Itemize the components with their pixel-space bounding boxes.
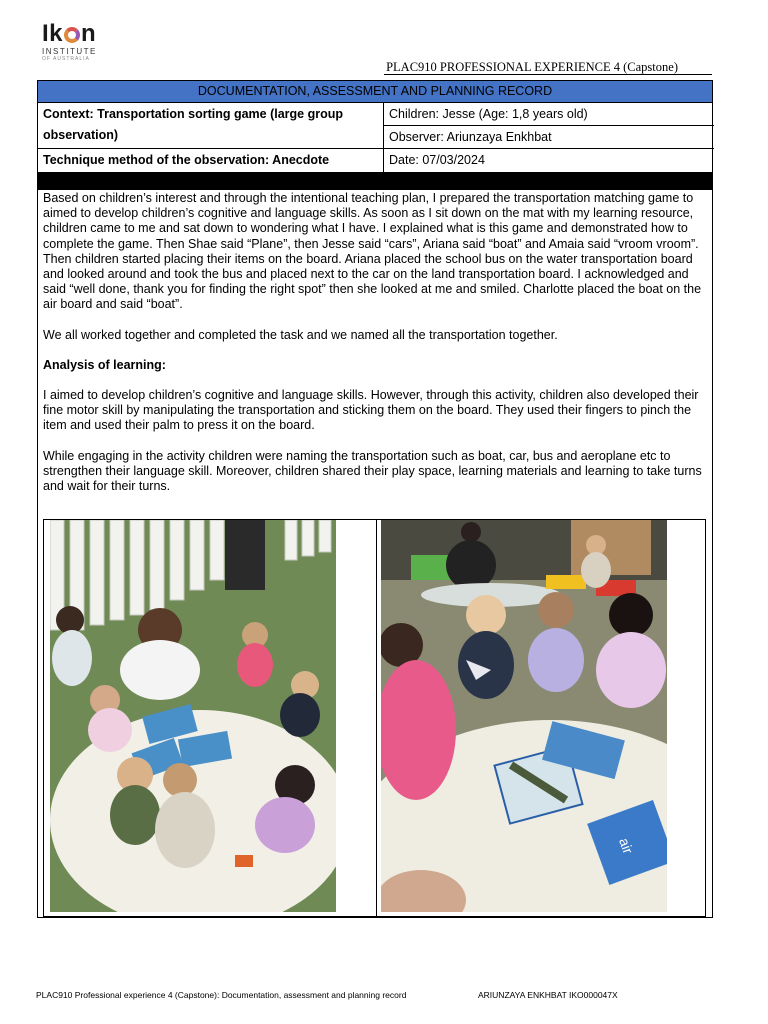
summary-paragraph: We all worked together and completed the task and we named all the transportation together. [43, 327, 558, 342]
institute-logo [42, 22, 122, 66]
photo-1-illustration [50, 520, 336, 912]
course-title: PLAC910 PROFESSIONAL EXPERIENCE 4 (Capstone) [386, 60, 678, 74]
technique-cell: Technique method of the observation: Anecdote [38, 149, 384, 172]
analysis-paragraph-2: While engaging in the activity children were naming the transportation such as boat, car, bus and aeroplane etc to strengthen their language skill. Moreover, children shared their play space, learning materials and learning to take turns and wait for their turns. [43, 448, 702, 494]
section-divider-bar [38, 172, 712, 190]
header-rule [384, 74, 712, 75]
photo-divider [376, 520, 377, 916]
observation-paragraph: Based on children’s interest and through the intentional teaching plan, I prepared the transportation matching game to aimed to develop children’s cognitive and language skills. As soon as I sit down on the mat with my learning resource, children came to me and sat down to wondering what I have. I explained what is this game and demonstrated how to complete the game. Then Shae said “Plane”, then Jesse said “cars”, Ariana said “boat” and Amaia said “vroom vroom”. Then children started placing their items on the board. Ariana placed the school bus on the water transportation board and looked around and took the bus and placed next to the car on the land transportation board. I acknowledged and said “well done, thank you for finding the right spot” then she looked at me and smiled. Charlotte placed the boat on the air board and said “boat”. [43, 191, 702, 312]
footer-author-id: ARIUNZAYA ENKHBAT IKO000047X [478, 990, 618, 1000]
context-line-1: Context: Transportation sorting game (large group [43, 107, 344, 121]
footer-document-title: PLAC910 Professional experience 4 (Capstone): Documentation, assessment and planning record [36, 990, 407, 1000]
logo-word-left: Ik [42, 20, 64, 47]
context-cell [38, 103, 384, 149]
activity-photo-2 [381, 520, 667, 912]
observation-body [43, 191, 704, 509]
photos-frame [43, 519, 706, 917]
logo-wordmark [42, 22, 122, 46]
analysis-paragraph-1: I aimed to develop children’s cognitive and language skills. However, through this activity, children also developed their fine motor skill by manipulating the transportation and sticking them on the board. They used their fingers to pinch the item and used their palm to press it on the board. [43, 388, 699, 433]
activity-photo-1 [50, 520, 336, 912]
context-line-2: observation) [43, 128, 119, 142]
analysis-heading: Analysis of learning: [43, 357, 166, 372]
logo-ring-icon [64, 27, 80, 43]
photo-2-illustration [381, 520, 667, 912]
record-banner: DOCUMENTATION, ASSESSMENT AND PLANNING RECORD [38, 81, 712, 103]
air-board-label: air [616, 835, 637, 856]
children-cell: Children: Jesse (Age: 1,8 years old) [384, 103, 714, 126]
logo-subtitle-small: OF AUSTRALIA [42, 56, 90, 62]
date-cell: Date: 07/03/2024 [389, 153, 485, 167]
logo-word-right: n [81, 20, 97, 47]
observer-cell: Observer: Ariunzaya Enkhbat [384, 126, 714, 149]
record-table [37, 80, 713, 918]
logo-subtitle: INSTITUTE [42, 47, 97, 56]
